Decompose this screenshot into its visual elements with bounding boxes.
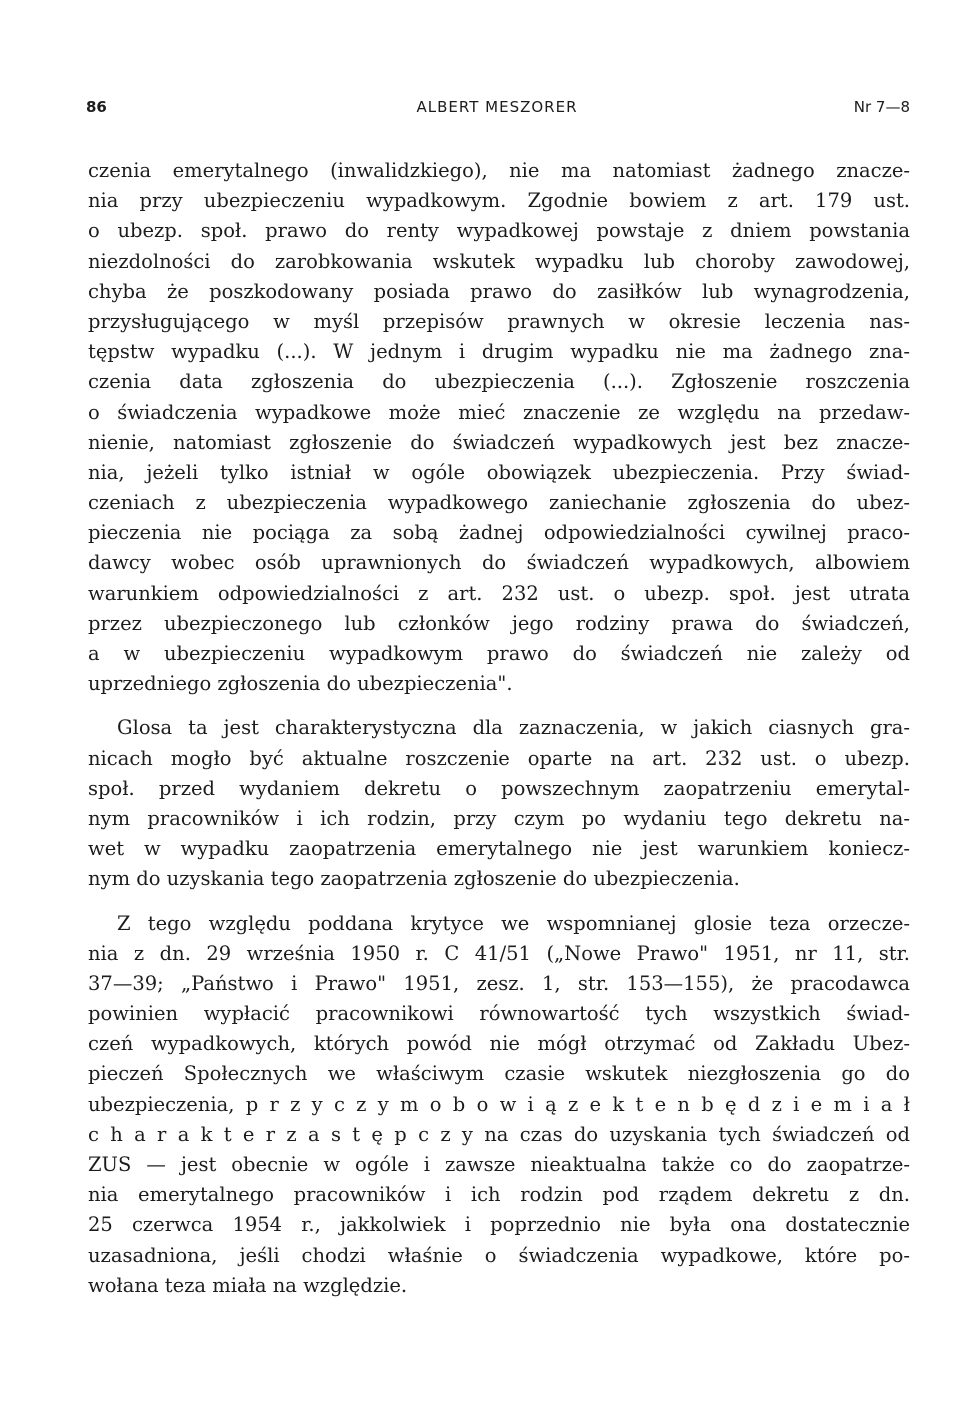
text-line: tępstw wypadku (...). W jednym i drugim wypadku nie ma żadnego zna- (88, 340, 910, 364)
text-line: uzasadniona, jeśli chodzi właśnie o świadczenia wypadkowe, które po- (88, 1243, 910, 1267)
text-line: o ubezp. społ. prawo do renty wypadkowej powstaje z dniem powstania (88, 219, 910, 243)
paragraph-1 (88, 156, 910, 699)
text-line: przysługującego w myśl przepisów prawnych w okresie leczenia nas- (88, 309, 910, 333)
text-line: nienie, natomiast zgłoszenie do świadczeń wypadkowych jest bez znacze- (88, 430, 910, 454)
text-line: nia, jeżeli tylko istniał w ogóle obowiązek ubezpieczenia. Przy świad- (88, 460, 910, 484)
text-line: czenia emerytalnego (inwalidzkiego), nie ma natomiast żadnego znacze- (88, 159, 910, 182)
text-line: nym do uzyskania tego zaopatrzenia zgłoszenie do ubezpieczenia. (88, 867, 740, 891)
text-line: ubezpieczenia, p r z y c z y m o b o w i ą z e k t e n b ę d z i e m i a ł (88, 1092, 910, 1116)
running-head-author: ALBERT MESZORER (416, 98, 578, 116)
text-line: czeń wypadkowych, których powód nie mógł otrzymać od Zakładu Ubez- (88, 1032, 910, 1056)
text-line: wet w wypadku zaopatrzenia emerytalnego nie jest warunkiem koniecz- (88, 837, 910, 861)
text-line: Glosa ta jest charakterystyczna dla zaznaczenia, w jakich ciasnych gra- (117, 716, 910, 740)
text-line: nym pracowników i ich rodzin, przy czym po wydaniu tego dekretu na- (88, 806, 910, 830)
text-line: przez ubezpieczonego lub członków jego rodziny prawa do świadczeń, (88, 611, 910, 635)
text-line: chyba że poszkodowany posiada prawo do zasiłków lub wynagrodzenia, (88, 279, 910, 303)
text-line: powinien wypłacić pracownikowi równowartość tych wszystkich świad- (88, 1002, 910, 1026)
text-line: dawcy wobec osób uprawnionych do świadczeń wypadkowych, albowiem (88, 551, 910, 575)
body-text (88, 156, 910, 1301)
text-line: nia emerytalnego pracowników i ich rodzin pod rządem dekretu z dn. (88, 1183, 910, 1207)
text-line: niezdolności do zarobkowania wskutek wypadku lub choroby zawodowej, (88, 249, 910, 273)
text-line: c h a r a k t e r z a s t ę p c z y na czas do uzyskania tych świadczeń od (88, 1122, 910, 1146)
text-line: nia z dn. 29 września 1950 r. C 41/51 („Nowe Prawo" 1951, nr 11, str. (88, 941, 910, 965)
text-line: wołana teza miała na względzie. (88, 1273, 408, 1297)
text-line: pieczenia nie pociąga za sobą żadnej odpowiedzialności cywilnej praco- (88, 521, 910, 545)
text-line: nia przy ubezpieczeniu wypadkowym. Zgodnie bowiem z art. 179 ust. (88, 189, 910, 213)
text-line: nicach mogło być aktualne roszczenie oparte na art. 232 ust. o ubezp. (88, 746, 910, 770)
text-line: Z tego względu poddana krytyce we wspomnianej glosie teza orzecze- (117, 911, 910, 935)
text-line: warunkiem odpowiedzialności z art. 232 ust. o ubezp. społ. jest utrata (88, 581, 910, 605)
text-line: ZUS — jest obecnie w ogóle i zawsze nieaktualna także co do zaopatrze- (88, 1153, 910, 1176)
text-line: czenia data zgłoszenia do ubezpieczenia (...). Zgłoszenie roszczenia (88, 370, 910, 394)
running-header (84, 98, 910, 124)
text-line: społ. przed wydaniem dekretu o powszechnym zaopatrzeniu emerytal- (88, 776, 910, 800)
text-line: a w ubezpieczeniu wypadkowym prawo do świadczeń nie zależy od (88, 642, 910, 665)
text-line: pieczeń Społecznych we właściwym czasie wskutek niezgłoszenia go do (88, 1062, 910, 1086)
page-number: 86 (86, 98, 107, 116)
text-line: 37—39; „Państwo i Prawo" 1951, zesz. 1, str. 153—155), że pracodawca (88, 971, 910, 995)
text-line: uprzedniego zgłoszenia do ubezpieczenia". (88, 672, 513, 696)
text-line: czeniach z ubezpieczenia wypadkowego zaniechanie zgłoszenia do ubez- (88, 491, 910, 515)
paragraph-2 (88, 713, 910, 894)
issue-number: Nr 7—8 (853, 98, 910, 116)
text-line: 25 czerwca 1954 r., jakkolwiek i poprzednio nie była ona dostatecznie (88, 1213, 910, 1237)
paragraph-3 (88, 909, 910, 1301)
text-line: o świadczenia wypadkowe może mieć znaczenie ze względu na przedaw- (88, 400, 910, 424)
